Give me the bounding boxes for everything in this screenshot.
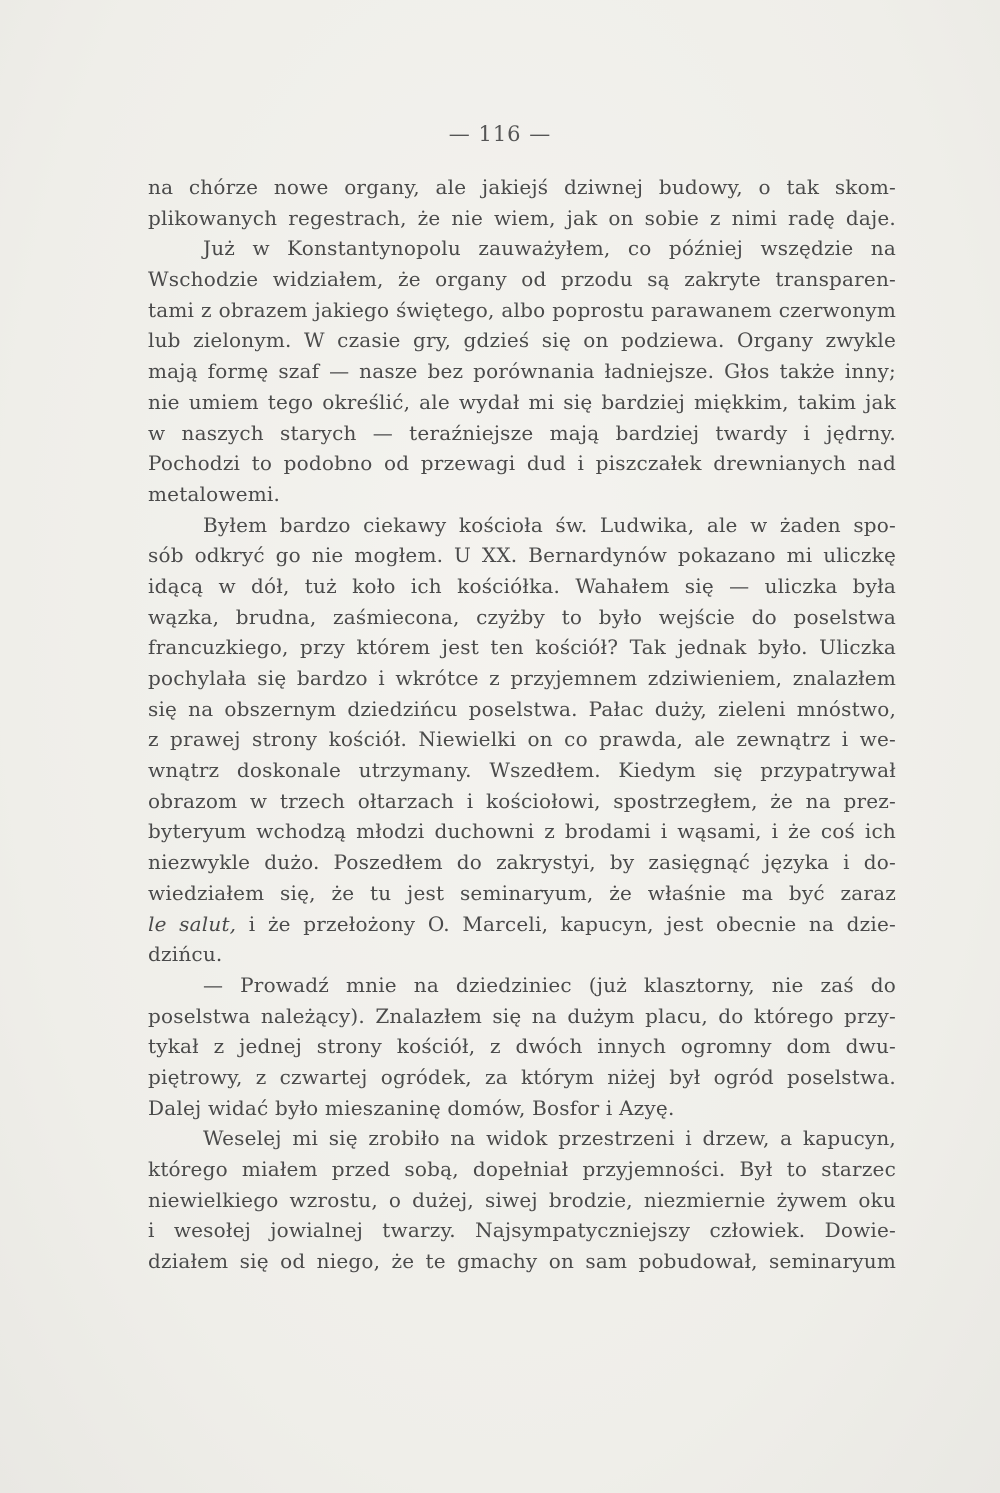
text-line: na chórze nowe organy, ale jakiejś dziwnej budowy, o tak skom- xyxy=(148,175,896,199)
text-line: działem się od niego, że te gmachy on sam pobudował, seminaryum xyxy=(148,1249,896,1274)
text-line: tykał z jednej strony kościół, z dwóch innych ogromny dom dwu- xyxy=(148,1034,896,1059)
text-line: wązka, brudna, zaśmiecona, czyżby to było wejście do poselstwa xyxy=(148,604,896,629)
text-line: Dalej widać było mieszaninę domów, Bosfor i Azyę. xyxy=(148,1095,675,1120)
page-number: — 116 — xyxy=(448,122,552,146)
text-line: i wesołej jowialnej twarzy. Najsympatyczniejszy człowiek. Dowie- xyxy=(148,1218,896,1243)
text-line: Weselej mi się zrobiło na widok przestrzeni i drzew, a kapucyn, xyxy=(203,1126,896,1151)
text-line: dzińcu. xyxy=(148,942,223,967)
text-line: plikowanych regestrach, że nie wiem, jak on sobie z nimi radę daje. xyxy=(148,205,896,230)
text-line: niezwykle dużo. Poszedłem do zakrystyi, by zasięgnąć języka i do- xyxy=(148,850,896,875)
text-line: idącą w dół, tuż koło ich kościółka. Wahałem się — uliczka była xyxy=(148,573,896,598)
text-line: francuzkiego, przy którem jest ten kościół? Tak jednak było. Uliczka xyxy=(148,635,896,660)
text-line: się na obszernym dziedzińcu poselstwa. Pałac duży, zieleni mnóstwo, xyxy=(148,696,896,721)
text-line: którego miałem przed sobą, dopełniał przyjemności. Był to starzec xyxy=(148,1157,896,1181)
text-line: nie umiem tego określić, ale wydał mi się bardziej miękkim, takim jak xyxy=(148,389,896,414)
text-line: Wschodzie widziałem, że organy od przodu są zakryte transparen- xyxy=(148,267,896,292)
text-line: poselstwa należący). Znalazłem się na dużym placu, do którego przy- xyxy=(148,1003,896,1028)
text-line xyxy=(148,909,896,940)
text-line: — Prowadź mnie na dziedziniec (już klasztorny, nie zaś do xyxy=(203,972,896,997)
text-line: pochylała się bardzo i wkrótce z przyjemnem zdziwieniem, znalazłem xyxy=(148,666,896,690)
text-line: z prawej strony kościół. Niewielki on co prawda, ale zewnątrz i we- xyxy=(148,727,896,752)
text-line: piętrowy, z czwartej ogródek, za którym niżej był ogród poselstwa. xyxy=(148,1064,896,1089)
text-line: niewielkiego wzrostu, o dużej, siwej brodzie, niezmiernie żywem oku xyxy=(148,1187,896,1212)
text-line: byteryum wchodzą młodzi duchowni z brodami i wąsami, i że coś ich xyxy=(148,819,896,844)
text-line: lub zielonym. W czasie gry, gdzieś się on podziewa. Organy zwykle xyxy=(148,328,896,353)
text-line: wnątrz doskonale utrzymany. Wszedłem. Kiedym się przypatrywał xyxy=(148,758,896,783)
italic-phrase: le salut, xyxy=(148,911,237,936)
text-line: metalowemi. xyxy=(148,481,281,506)
text-line: Byłem bardzo ciekawy kościoła św. Ludwika, ale w żaden spo- xyxy=(203,512,896,537)
text-line: Pochodzi to podobno od przewagi dud i piszczałek drewnianych nad xyxy=(148,451,896,476)
text-line: sób odkryć go nie mogłem. U XX. Bernardynów pokazano mi uliczkę xyxy=(148,543,896,568)
text-line: tami z obrazem jakiego świętego, albo poprostu parawanem czerwonym xyxy=(148,297,896,322)
text-line: wiedziałem się, że tu jest seminaryum, że właśnie ma być zaraz xyxy=(148,880,896,905)
text-line: Już w Konstantynopolu zauważyłem, co później wszędzie na xyxy=(203,236,896,261)
text-segment: i że przełożony O. Marceli, kapucyn, jest obecnie na dzie- xyxy=(236,911,896,936)
text-line: w naszych starych — teraźniejsze mają bardziej twardy i jędrny. xyxy=(148,420,896,445)
text-line: mają formę szaf — nasze bez porównania ładniejsze. Głos także inny; xyxy=(148,359,896,384)
text-line: obrazom w trzech ołtarzach i kościołowi, spostrzegłem, że na prez- xyxy=(148,788,896,813)
body-text xyxy=(148,172,896,1277)
